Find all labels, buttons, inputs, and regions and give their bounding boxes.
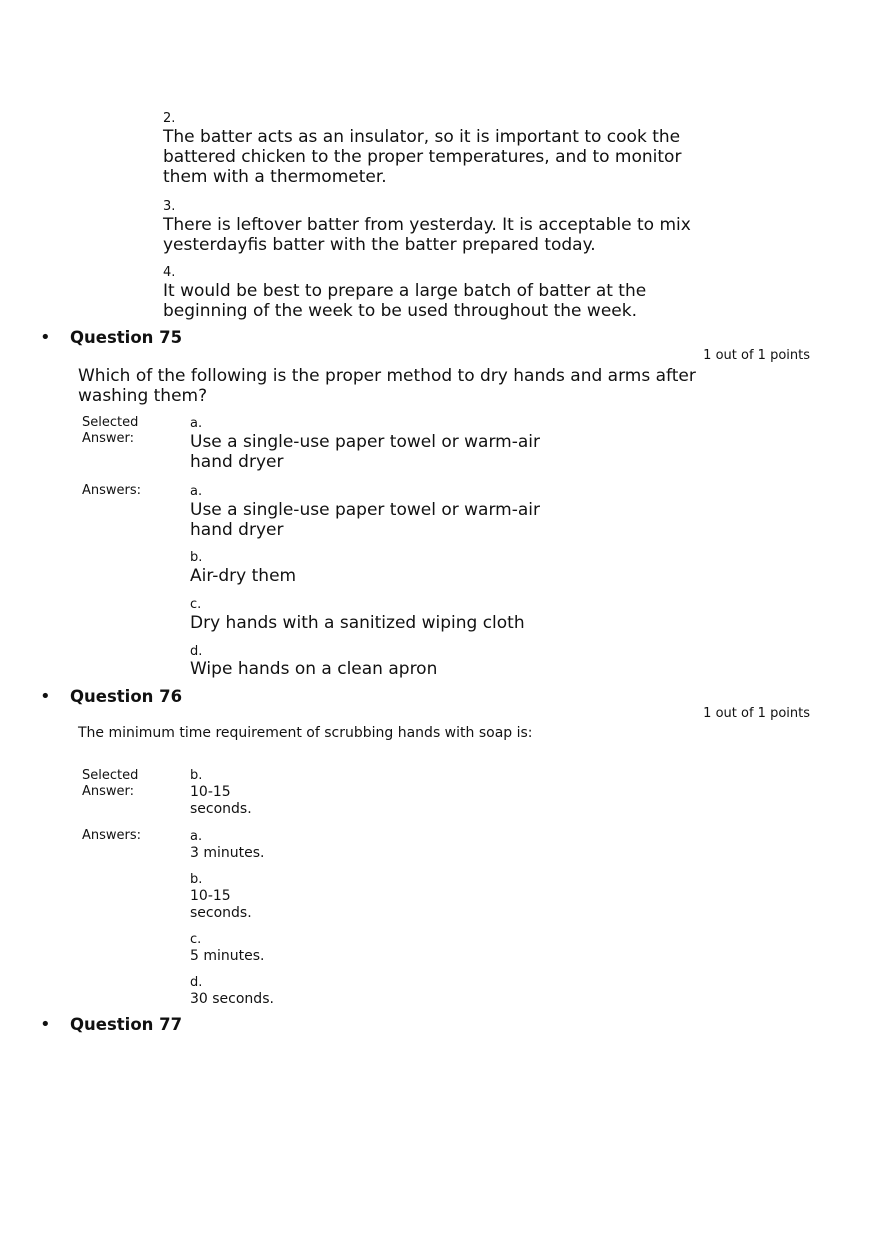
question-title: Question 76 xyxy=(70,687,183,706)
points-label: 1 out of 1 points xyxy=(703,706,810,721)
bullet: • xyxy=(40,1014,51,1035)
answer-text: Use a single-use paper towel or warm-air hand dryer xyxy=(190,500,540,540)
question-prompt: Which of the following is the proper method to dry hands and arms after washing them? xyxy=(78,366,696,406)
answer-text: Wipe hands on a clean apron xyxy=(190,659,438,679)
answer-letter: c. xyxy=(190,597,202,612)
answer-letter: b. xyxy=(190,550,203,565)
question-prompt: The minimum time requirement of scrubbing hands with soap is: xyxy=(78,725,533,741)
option-number: 3. xyxy=(163,199,176,214)
question-title: Question 75 xyxy=(70,328,183,347)
selected-answer-text: Use a single-use paper towel or warm-air hand dryer xyxy=(190,432,540,472)
selected-answer-label: Selected Answer: xyxy=(82,415,139,446)
answer-letter: b. xyxy=(190,872,203,887)
selected-answer-text: 10-15 seconds. xyxy=(190,784,252,817)
answer-letter: a. xyxy=(190,484,203,499)
answer-letter: d. xyxy=(190,644,203,659)
answer-text: 5 minutes. xyxy=(190,948,265,964)
option-text: The batter acts as an insulator, so it is important to cook the battered chicken to the proper temperatures, and to monitor them with a thermometer. xyxy=(163,127,682,187)
question-title: Question 77 xyxy=(70,1015,183,1034)
points-label: 1 out of 1 points xyxy=(703,348,810,363)
option-number: 4. xyxy=(163,265,176,280)
option-text: There is leftover batter from yesterday. It is acceptable to mix yesterdayfis batter with the batter prepared today. xyxy=(163,215,691,255)
answer-letter: d. xyxy=(190,975,203,990)
bullet: • xyxy=(40,686,51,707)
selected-letter: a. xyxy=(190,416,203,431)
answer-letter: c. xyxy=(190,932,202,947)
option-text: It would be best to prepare a large batch of batter at the beginning of the week to be used throughout the week. xyxy=(163,281,647,321)
answers-label: Answers: xyxy=(82,483,142,498)
answer-letter: a. xyxy=(190,829,203,844)
option-number: 2. xyxy=(163,111,176,126)
answer-text: 3 minutes. xyxy=(190,845,265,861)
answer-text: 10-15 seconds. xyxy=(190,888,252,921)
bullet: • xyxy=(40,327,51,348)
answer-text: Dry hands with a sanitized wiping cloth xyxy=(190,613,525,633)
answers-label: Answers: xyxy=(82,828,142,843)
answer-text: 30 seconds. xyxy=(190,991,274,1007)
selected-answer-label: Selected Answer: xyxy=(82,768,139,799)
selected-letter: b. xyxy=(190,768,203,783)
answer-text: Air-dry them xyxy=(190,566,297,586)
